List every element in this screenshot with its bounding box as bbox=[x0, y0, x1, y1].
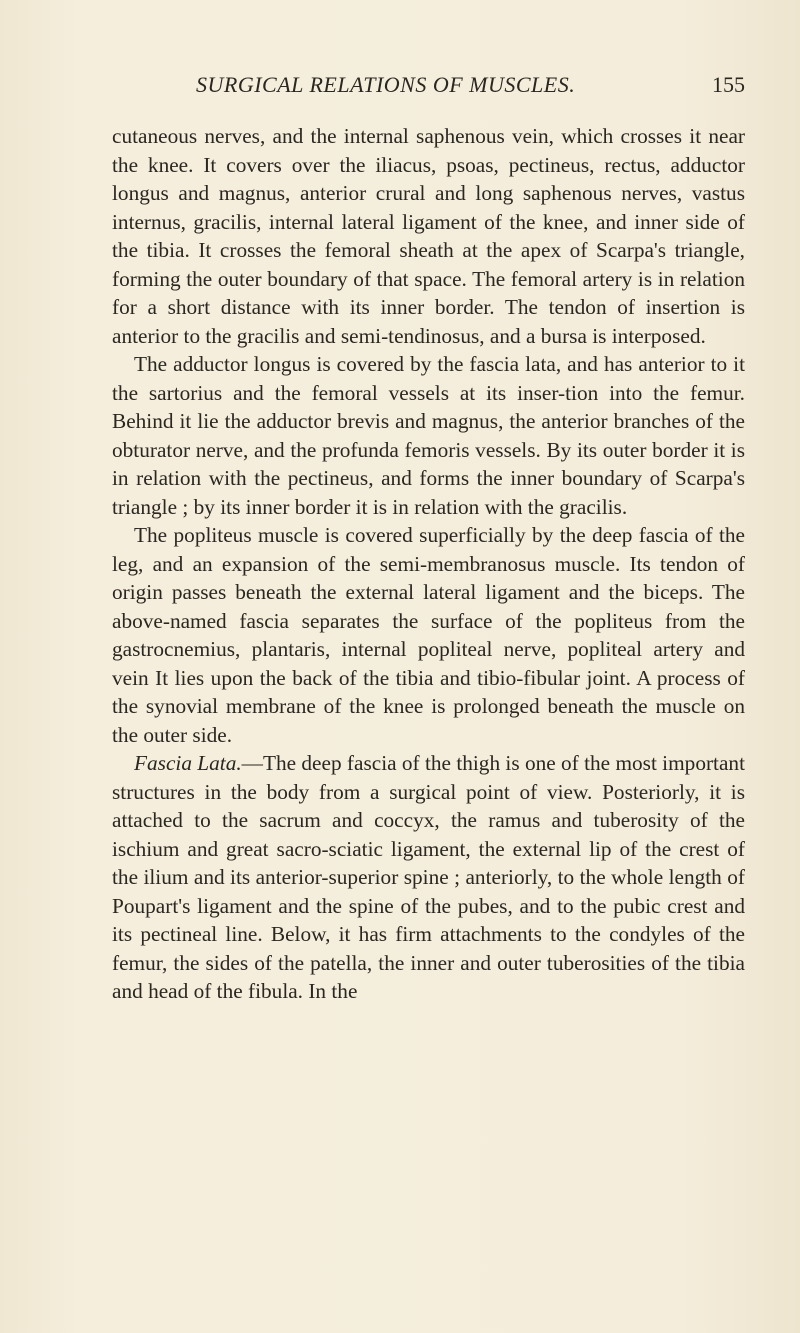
paragraph-sartorius-relations: cutaneous nerves, and the internal saphenous vein, which crosses it near the knee. It covers over the iliacus, psoas, pectineus, rectus, adductor longus and magnus, anterior crural and long saphenous nerves, vastus internus, gracilis, internal lateral ligament of the knee, and inner side of the tibia. It crosses the femoral sheath at the apex of Scarpa's triangle, forming the outer boundary of that space. The femoral artery is in relation for a short distance with its inner border. The tendon of insertion is anterior to the gracilis and semi-tendinosus, and a bursa is interposed. bbox=[112, 124, 745, 348]
running-title: SURGICAL RELATIONS OF MUSCLES. bbox=[196, 72, 576, 97]
body-text bbox=[112, 122, 745, 1006]
paragraph-popliteus: The popliteus muscle is covered superficially by the deep fascia of the leg, and an expansion of the semi-membranosus muscle. Its tendon of origin passes beneath the external lateral ligament and the biceps. The above-named fascia separates the surface of the popliteus from the gastrocnemius, plantaris, internal popliteal nerve, popliteal artery and vein It lies upon the back of the tibia and tibio-fibular joint. A process of the synovial membrane of the knee is prolonged beneath the muscle on the outer side. bbox=[112, 523, 745, 747]
page-header bbox=[112, 72, 745, 108]
paragraph-fascia-lata bbox=[112, 749, 745, 1006]
fascia-lata-term: Fascia Lata. bbox=[134, 751, 242, 775]
page-number: 155 bbox=[712, 72, 745, 97]
fascia-lata-text: —The deep fascia of the thigh is one of the most important structures in the body from a surgical point of view. Posteriorly, it is attached to the sacrum and coccyx, the ramus and tuberosity of the ischium and great sacro-sciatic ligament, the external lip of the crest of the ilium and its anterior-superior spine ; anteriorly, to the whole length of Poupart's ligament and the spine of the pubes, and to the pubic crest and its pectineal line. Below, it has firm attachments to the condyles of the femur, the sides of the patella, the inner and outer tuberosities of the tibia and head of the fibula. In the bbox=[112, 751, 745, 1003]
paragraph-adductor-longus: The adductor longus is covered by the fascia lata, and has anterior to it the sartorius and the femoral vessels at its inser-tion into the femur. Behind it lie the adductor brevis and magnus, the anterior branches of the obturator nerve, and the profunda femoris vessels. By its outer border it is in relation with the pectineus, and forms the inner boundary of Scarpa's triangle ; by its inner border it is in relation with the gracilis. bbox=[112, 352, 745, 519]
